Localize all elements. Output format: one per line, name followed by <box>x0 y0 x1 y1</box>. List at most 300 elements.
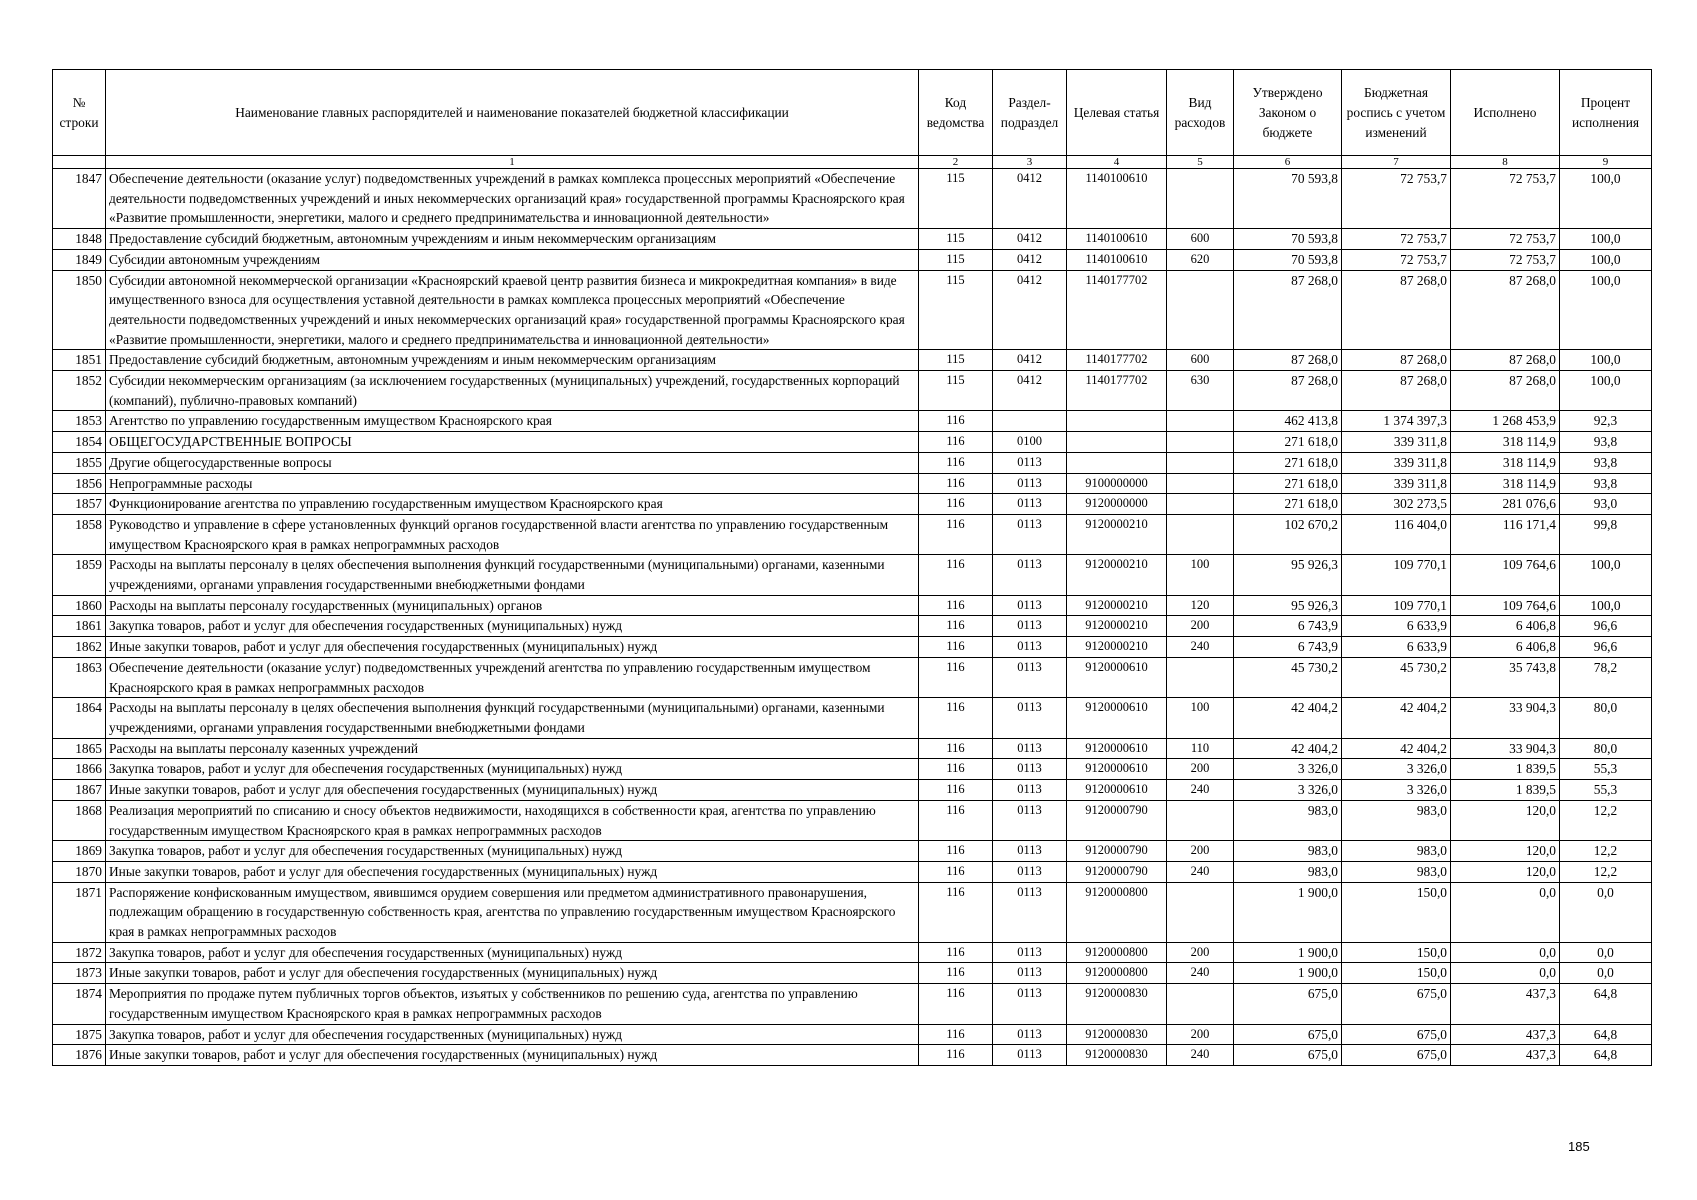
row-percent: 55,3 <box>1560 759 1652 780</box>
row-department-code: 116 <box>919 861 993 882</box>
row-number: 1848 <box>53 229 106 250</box>
column-number-blank <box>53 156 106 169</box>
row-executed: 437,3 <box>1451 1045 1560 1066</box>
row-expense-type: 200 <box>1167 1024 1234 1045</box>
row-department-code: 116 <box>919 411 993 432</box>
row-name: Распоряжение конфискованным имуществом, явившимся орудием совершения или предметом административного правонарушения, подлежащим обращению в государственную собственность края, агентства по управлению государственным имуществом Красноярского края в рамках непрограммных расходов <box>106 882 919 942</box>
row-approved: 42 404,2 <box>1234 738 1342 759</box>
row-section: 0412 <box>993 249 1067 270</box>
table-row <box>53 595 1652 616</box>
row-department-code: 116 <box>919 494 993 515</box>
row-budget-plan: 72 753,7 <box>1342 229 1451 250</box>
row-section: 0412 <box>993 169 1067 229</box>
table-row <box>53 249 1652 270</box>
row-budget-plan: 983,0 <box>1342 861 1451 882</box>
row-target-item: 9120000210 <box>1067 595 1167 616</box>
row-approved: 95 926,3 <box>1234 555 1342 595</box>
row-expense-type: 240 <box>1167 963 1234 984</box>
row-name: Иные закупки товаров, работ и услуг для обеспечения государственных (муниципальных) нужд <box>106 1045 919 1066</box>
row-section: 0113 <box>993 555 1067 595</box>
column-number: 3 <box>993 156 1067 169</box>
row-target-item: 9120000610 <box>1067 698 1167 738</box>
column-number: 7 <box>1342 156 1451 169</box>
row-expense-type <box>1167 270 1234 350</box>
row-expense-type <box>1167 473 1234 494</box>
row-percent: 55,3 <box>1560 780 1652 801</box>
row-approved: 102 670,2 <box>1234 514 1342 554</box>
row-expense-type: 600 <box>1167 229 1234 250</box>
table-row <box>53 759 1652 780</box>
row-budget-plan: 150,0 <box>1342 942 1451 963</box>
table-row <box>53 984 1652 1024</box>
row-number: 1850 <box>53 270 106 350</box>
row-name: Агентство по управлению государственным имуществом Красноярского края <box>106 411 919 432</box>
row-percent: 100,0 <box>1560 595 1652 616</box>
row-target-item: 9120000610 <box>1067 738 1167 759</box>
row-target-item: 9120000800 <box>1067 963 1167 984</box>
table-row <box>53 473 1652 494</box>
column-number: 9 <box>1560 156 1652 169</box>
row-budget-plan: 45 730,2 <box>1342 657 1451 697</box>
table-row <box>53 882 1652 942</box>
row-name: Субсидии некоммерческим организациям (за исключением государственных (муниципальных) учреждений, государственных корпораций (компаний), публично-правовых компаний) <box>106 371 919 411</box>
row-department-code: 116 <box>919 452 993 473</box>
row-department-code: 116 <box>919 698 993 738</box>
row-department-code: 115 <box>919 169 993 229</box>
row-expense-type <box>1167 452 1234 473</box>
row-target-item: 9120000800 <box>1067 882 1167 942</box>
row-approved: 3 326,0 <box>1234 759 1342 780</box>
row-approved: 675,0 <box>1234 1024 1342 1045</box>
row-number: 1867 <box>53 780 106 801</box>
table-row <box>53 616 1652 637</box>
header-executed: Исполнено <box>1451 70 1560 156</box>
row-section: 0113 <box>993 1045 1067 1066</box>
row-executed: 109 764,6 <box>1451 555 1560 595</box>
row-budget-plan: 72 753,7 <box>1342 249 1451 270</box>
row-expense-type <box>1167 411 1234 432</box>
row-budget-plan: 87 268,0 <box>1342 371 1451 411</box>
row-section: 0412 <box>993 371 1067 411</box>
row-section: 0412 <box>993 229 1067 250</box>
row-approved: 3 326,0 <box>1234 780 1342 801</box>
table-row <box>53 1045 1652 1066</box>
row-target-item: 9120000830 <box>1067 1024 1167 1045</box>
row-number: 1871 <box>53 882 106 942</box>
row-target-item: 9120000830 <box>1067 1045 1167 1066</box>
row-executed: 109 764,6 <box>1451 595 1560 616</box>
row-executed: 0,0 <box>1451 942 1560 963</box>
row-target-item: 9120000790 <box>1067 800 1167 840</box>
row-executed: 87 268,0 <box>1451 371 1560 411</box>
row-number: 1853 <box>53 411 106 432</box>
row-approved: 983,0 <box>1234 841 1342 862</box>
row-name: Руководство и управление в сфере установленных функций органов государственной власти агентства по управлению государственным имуществом Красноярского края в рамках непрограммных расходов <box>106 514 919 554</box>
row-department-code: 116 <box>919 595 993 616</box>
row-expense-type: 600 <box>1167 350 1234 371</box>
row-budget-plan: 675,0 <box>1342 1045 1451 1066</box>
row-expense-type <box>1167 984 1234 1024</box>
header-row-number: № строки <box>53 70 106 156</box>
row-approved: 6 743,9 <box>1234 616 1342 637</box>
row-section: 0113 <box>993 657 1067 697</box>
row-expense-type <box>1167 514 1234 554</box>
row-approved: 42 404,2 <box>1234 698 1342 738</box>
row-expense-type <box>1167 169 1234 229</box>
table-row <box>53 452 1652 473</box>
row-number: 1852 <box>53 371 106 411</box>
row-section: 0113 <box>993 514 1067 554</box>
row-department-code: 116 <box>919 555 993 595</box>
table-row <box>53 780 1652 801</box>
header-percent: Процент исполнения <box>1560 70 1652 156</box>
row-budget-plan: 109 770,1 <box>1342 595 1451 616</box>
row-number: 1861 <box>53 616 106 637</box>
row-approved: 271 618,0 <box>1234 494 1342 515</box>
row-section: 0412 <box>993 270 1067 350</box>
row-budget-plan: 339 311,8 <box>1342 452 1451 473</box>
row-budget-plan: 150,0 <box>1342 882 1451 942</box>
row-section: 0113 <box>993 841 1067 862</box>
row-target-item: 1140177702 <box>1067 270 1167 350</box>
row-budget-plan: 42 404,2 <box>1342 738 1451 759</box>
row-department-code: 116 <box>919 800 993 840</box>
table-row <box>53 350 1652 371</box>
page-number: 185 <box>1568 1139 1590 1154</box>
row-budget-plan: 339 311,8 <box>1342 432 1451 453</box>
row-percent: 96,6 <box>1560 616 1652 637</box>
row-department-code: 115 <box>919 249 993 270</box>
row-approved: 6 743,9 <box>1234 637 1342 658</box>
row-target-item: 1140100610 <box>1067 249 1167 270</box>
row-department-code: 116 <box>919 841 993 862</box>
row-expense-type: 200 <box>1167 759 1234 780</box>
table-row <box>53 411 1652 432</box>
row-section: 0113 <box>993 473 1067 494</box>
row-target-item: 9120000210 <box>1067 514 1167 554</box>
row-percent: 100,0 <box>1560 229 1652 250</box>
row-number: 1872 <box>53 942 106 963</box>
row-percent: 100,0 <box>1560 270 1652 350</box>
row-percent: 96,6 <box>1560 637 1652 658</box>
row-executed: 35 743,8 <box>1451 657 1560 697</box>
row-department-code: 116 <box>919 984 993 1024</box>
row-percent: 78,2 <box>1560 657 1652 697</box>
table-row <box>53 963 1652 984</box>
row-expense-type: 240 <box>1167 1045 1234 1066</box>
row-target-item <box>1067 432 1167 453</box>
row-department-code: 116 <box>919 514 993 554</box>
row-percent: 93,8 <box>1560 432 1652 453</box>
row-target-item: 9120000610 <box>1067 759 1167 780</box>
column-number: 2 <box>919 156 993 169</box>
row-department-code: 115 <box>919 350 993 371</box>
row-executed: 6 406,8 <box>1451 616 1560 637</box>
row-expense-type <box>1167 657 1234 697</box>
row-number: 1875 <box>53 1024 106 1045</box>
row-approved: 675,0 <box>1234 984 1342 1024</box>
header-approved: Утверждено Законом о бюджете <box>1234 70 1342 156</box>
row-budget-plan: 3 326,0 <box>1342 780 1451 801</box>
row-target-item: 9120000800 <box>1067 942 1167 963</box>
row-section: 0113 <box>993 780 1067 801</box>
row-department-code: 116 <box>919 657 993 697</box>
row-executed: 87 268,0 <box>1451 270 1560 350</box>
row-expense-type: 100 <box>1167 698 1234 738</box>
row-percent: 0,0 <box>1560 963 1652 984</box>
row-department-code: 116 <box>919 616 993 637</box>
row-section: 0113 <box>993 882 1067 942</box>
row-section <box>993 411 1067 432</box>
table-row <box>53 800 1652 840</box>
row-department-code: 115 <box>919 371 993 411</box>
row-expense-type <box>1167 432 1234 453</box>
row-department-code: 116 <box>919 1045 993 1066</box>
row-number: 1849 <box>53 249 106 270</box>
row-expense-type: 200 <box>1167 616 1234 637</box>
row-executed: 72 753,7 <box>1451 229 1560 250</box>
row-number: 1854 <box>53 432 106 453</box>
row-approved: 87 268,0 <box>1234 270 1342 350</box>
row-executed: 281 076,6 <box>1451 494 1560 515</box>
row-section: 0113 <box>993 738 1067 759</box>
table-row <box>53 514 1652 554</box>
table-header-row <box>53 70 1652 156</box>
row-budget-plan: 87 268,0 <box>1342 350 1451 371</box>
row-name: Иные закупки товаров, работ и услуг для обеспечения государственных (муниципальных) нужд <box>106 637 919 658</box>
row-name: ОБЩЕГОСУДАРСТВЕННЫЕ ВОПРОСЫ <box>106 432 919 453</box>
row-budget-plan: 983,0 <box>1342 800 1451 840</box>
row-percent: 92,3 <box>1560 411 1652 432</box>
row-expense-type <box>1167 800 1234 840</box>
row-name: Закупка товаров, работ и услуг для обеспечения государственных (муниципальных) нужд <box>106 942 919 963</box>
table-row <box>53 270 1652 350</box>
header-budget-plan: Бюджетная роспись с учетом изменений <box>1342 70 1451 156</box>
row-percent: 100,0 <box>1560 371 1652 411</box>
row-section: 0113 <box>993 595 1067 616</box>
row-percent: 100,0 <box>1560 169 1652 229</box>
row-expense-type: 240 <box>1167 637 1234 658</box>
table-body <box>53 169 1652 1066</box>
row-number: 1876 <box>53 1045 106 1066</box>
row-approved: 70 593,8 <box>1234 229 1342 250</box>
row-section: 0113 <box>993 942 1067 963</box>
row-department-code: 116 <box>919 432 993 453</box>
row-number: 1857 <box>53 494 106 515</box>
row-percent: 12,2 <box>1560 841 1652 862</box>
row-approved: 45 730,2 <box>1234 657 1342 697</box>
row-number: 1866 <box>53 759 106 780</box>
header-expense-type: Вид расходов <box>1167 70 1234 156</box>
column-number: 5 <box>1167 156 1234 169</box>
row-section: 0113 <box>993 963 1067 984</box>
row-percent: 100,0 <box>1560 350 1652 371</box>
row-approved: 95 926,3 <box>1234 595 1342 616</box>
row-percent: 99,8 <box>1560 514 1652 554</box>
row-executed: 0,0 <box>1451 963 1560 984</box>
column-number: 6 <box>1234 156 1342 169</box>
row-target-item: 9120000210 <box>1067 637 1167 658</box>
row-target-item: 9120000790 <box>1067 861 1167 882</box>
row-name: Обеспечение деятельности (оказание услуг) подведомственных учреждений в рамках комплекса процессных мероприятий «Обеспечение деятельности подведомственных учреждений и иных некоммерческих организаций края» государственной программы Красноярского края «Развитие промышленности, энергетики, малого и среднего предпринимательства и инновационной деятельности» <box>106 169 919 229</box>
row-executed: 120,0 <box>1451 800 1560 840</box>
row-target-item: 9120000210 <box>1067 555 1167 595</box>
row-approved: 675,0 <box>1234 1045 1342 1066</box>
row-expense-type <box>1167 882 1234 942</box>
row-name: Иные закупки товаров, работ и услуг для обеспечения государственных (муниципальных) нужд <box>106 861 919 882</box>
table-row <box>53 841 1652 862</box>
column-number: 8 <box>1451 156 1560 169</box>
table-row <box>53 657 1652 697</box>
row-department-code: 116 <box>919 1024 993 1045</box>
table-row <box>53 861 1652 882</box>
row-percent: 100,0 <box>1560 249 1652 270</box>
row-expense-type: 120 <box>1167 595 1234 616</box>
row-target-item: 1140100610 <box>1067 169 1167 229</box>
row-number: 1869 <box>53 841 106 862</box>
table-row <box>53 169 1652 229</box>
row-approved: 983,0 <box>1234 800 1342 840</box>
row-expense-type: 200 <box>1167 841 1234 862</box>
row-executed: 116 171,4 <box>1451 514 1560 554</box>
row-approved: 271 618,0 <box>1234 473 1342 494</box>
table-row <box>53 637 1652 658</box>
row-budget-plan: 3 326,0 <box>1342 759 1451 780</box>
row-percent: 0,0 <box>1560 942 1652 963</box>
row-target-item: 9120000830 <box>1067 984 1167 1024</box>
row-department-code: 116 <box>919 942 993 963</box>
row-number: 1863 <box>53 657 106 697</box>
row-approved: 983,0 <box>1234 861 1342 882</box>
row-percent: 64,8 <box>1560 1045 1652 1066</box>
row-approved: 271 618,0 <box>1234 452 1342 473</box>
row-target-item: 9120000610 <box>1067 780 1167 801</box>
row-approved: 87 268,0 <box>1234 350 1342 371</box>
row-executed: 1 268 453,9 <box>1451 411 1560 432</box>
row-budget-plan: 42 404,2 <box>1342 698 1451 738</box>
row-percent: 93,8 <box>1560 452 1652 473</box>
table-row <box>53 229 1652 250</box>
row-target-item <box>1067 452 1167 473</box>
row-expense-type <box>1167 494 1234 515</box>
row-number: 1873 <box>53 963 106 984</box>
table-row <box>53 738 1652 759</box>
table-row <box>53 494 1652 515</box>
row-executed: 120,0 <box>1451 841 1560 862</box>
row-section: 0113 <box>993 759 1067 780</box>
header-name: Наименование главных распорядителей и наименование показателей бюджетной классификации <box>106 70 919 156</box>
row-name: Закупка товаров, работ и услуг для обеспечения государственных (муниципальных) нужд <box>106 841 919 862</box>
row-expense-type: 620 <box>1167 249 1234 270</box>
row-percent: 93,8 <box>1560 473 1652 494</box>
row-budget-plan: 6 633,9 <box>1342 637 1451 658</box>
row-approved: 87 268,0 <box>1234 371 1342 411</box>
row-percent: 80,0 <box>1560 698 1652 738</box>
row-target-item: 9120000790 <box>1067 841 1167 862</box>
row-budget-plan: 6 633,9 <box>1342 616 1451 637</box>
table-row <box>53 371 1652 411</box>
row-number: 1858 <box>53 514 106 554</box>
row-approved: 70 593,8 <box>1234 249 1342 270</box>
row-target-item: 1140100610 <box>1067 229 1167 250</box>
row-department-code: 115 <box>919 270 993 350</box>
row-section: 0113 <box>993 984 1067 1024</box>
table-row <box>53 698 1652 738</box>
row-name: Субсидии автономным учреждениям <box>106 249 919 270</box>
row-name: Функционирование агентства по управлению государственным имуществом Красноярского края <box>106 494 919 515</box>
row-budget-plan: 302 273,5 <box>1342 494 1451 515</box>
row-budget-plan: 150,0 <box>1342 963 1451 984</box>
row-budget-plan: 116 404,0 <box>1342 514 1451 554</box>
row-name: Расходы на выплаты персоналу в целях обеспечения выполнения функций государственными (муниципальными) органами, казенными учреждениями, органами управления государственными внебюджетными фондами <box>106 698 919 738</box>
row-name: Непрограммные расходы <box>106 473 919 494</box>
row-percent: 64,8 <box>1560 1024 1652 1045</box>
row-section: 0113 <box>993 861 1067 882</box>
row-number: 1860 <box>53 595 106 616</box>
header-department-code: Код ведомства <box>919 70 993 156</box>
row-name: Расходы на выплаты персоналу государственных (муниципальных) органов <box>106 595 919 616</box>
row-approved: 70 593,8 <box>1234 169 1342 229</box>
row-executed: 318 114,9 <box>1451 432 1560 453</box>
row-percent: 64,8 <box>1560 984 1652 1024</box>
row-target-item: 9100000000 <box>1067 473 1167 494</box>
row-executed: 120,0 <box>1451 861 1560 882</box>
row-department-code: 116 <box>919 738 993 759</box>
row-percent: 12,2 <box>1560 861 1652 882</box>
row-expense-type: 240 <box>1167 861 1234 882</box>
row-department-code: 116 <box>919 759 993 780</box>
row-expense-type: 630 <box>1167 371 1234 411</box>
budget-execution-table <box>52 69 1652 1066</box>
row-approved: 462 413,8 <box>1234 411 1342 432</box>
row-budget-plan: 1 374 397,3 <box>1342 411 1451 432</box>
row-budget-plan: 675,0 <box>1342 984 1451 1024</box>
row-executed: 318 114,9 <box>1451 473 1560 494</box>
row-department-code: 116 <box>919 963 993 984</box>
row-number: 1862 <box>53 637 106 658</box>
row-section: 0113 <box>993 1024 1067 1045</box>
table-row <box>53 1024 1652 1045</box>
row-executed: 72 753,7 <box>1451 169 1560 229</box>
row-executed: 437,3 <box>1451 1024 1560 1045</box>
row-department-code: 116 <box>919 473 993 494</box>
row-name: Обеспечение деятельности (оказание услуг) подведомственных учреждений агентства по управлению государственным имуществом Красноярского края в рамках непрограммных расходов <box>106 657 919 697</box>
row-name: Другие общегосударственные вопросы <box>106 452 919 473</box>
row-name: Закупка товаров, работ и услуг для обеспечения государственных (муниципальных) нужд <box>106 616 919 637</box>
row-section: 0113 <box>993 616 1067 637</box>
row-name: Закупка товаров, работ и услуг для обеспечения государственных (муниципальных) нужд <box>106 759 919 780</box>
row-executed: 0,0 <box>1451 882 1560 942</box>
column-number-row <box>53 156 1652 169</box>
row-section: 0113 <box>993 698 1067 738</box>
row-approved: 271 618,0 <box>1234 432 1342 453</box>
row-number: 1870 <box>53 861 106 882</box>
row-department-code: 116 <box>919 780 993 801</box>
row-name: Расходы на выплаты персоналу в целях обеспечения выполнения функций государственными (муниципальными) органами, казенными учреждениями, органами управления государственными внебюджетными фондами <box>106 555 919 595</box>
row-name: Предоставление субсидий бюджетным, автономным учреждениям и иным некоммерческим организациям <box>106 229 919 250</box>
row-approved: 1 900,0 <box>1234 942 1342 963</box>
row-percent: 0,0 <box>1560 882 1652 942</box>
column-number: 1 <box>106 156 919 169</box>
column-number: 4 <box>1067 156 1167 169</box>
row-expense-type: 240 <box>1167 780 1234 801</box>
row-target-item: 1140177702 <box>1067 350 1167 371</box>
row-executed: 318 114,9 <box>1451 452 1560 473</box>
row-executed: 437,3 <box>1451 984 1560 1024</box>
row-target-item: 9120000610 <box>1067 657 1167 697</box>
row-target-item: 9120000000 <box>1067 494 1167 515</box>
row-number: 1847 <box>53 169 106 229</box>
